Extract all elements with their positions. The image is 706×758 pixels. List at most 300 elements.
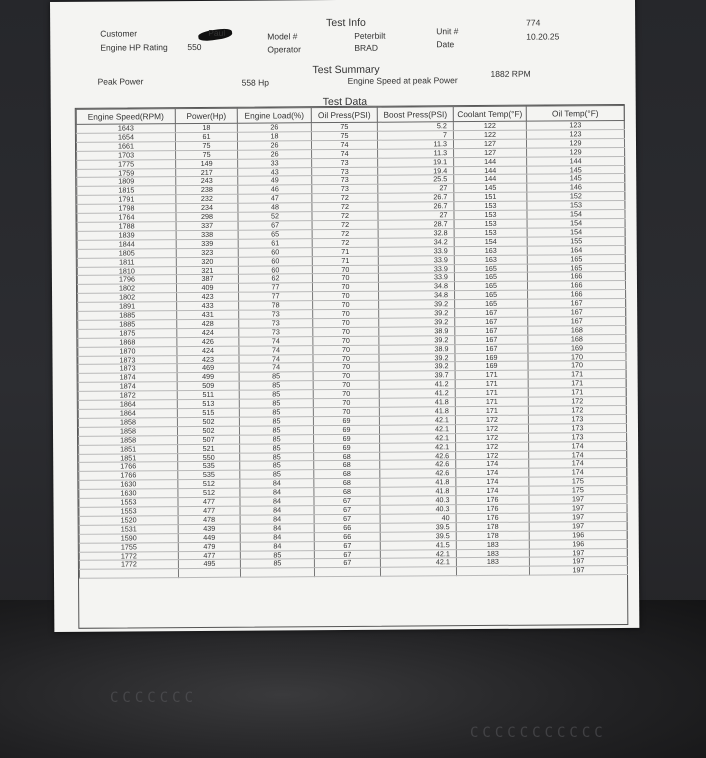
engine-speed-cell: 1868	[78, 337, 177, 347]
power-cell: 217	[176, 168, 238, 177]
boost-press-cell: 39.2	[379, 309, 455, 318]
oil-temp-cell: 129	[527, 147, 625, 157]
coolant-temp-cell: 172	[455, 415, 528, 424]
oil-temp-cell: 167	[528, 308, 626, 318]
engine-load-cell	[240, 568, 314, 577]
oil-temp-cell: 196	[529, 539, 627, 549]
oil-press-cell: 72	[312, 238, 378, 247]
power-cell: 423	[177, 292, 239, 301]
engine-load-cell: 52	[238, 212, 312, 221]
engine-speed-cell: 1858	[78, 426, 177, 436]
boost-press-cell: 27	[378, 211, 454, 220]
coolant-temp-cell: 153	[454, 201, 527, 210]
coolant-temp-cell: 171	[455, 406, 528, 415]
engine-load-cell: 85	[239, 408, 313, 417]
oil-temp-cell: 174	[529, 450, 627, 460]
engine-speed-cell: 1553	[79, 507, 178, 517]
power-cell: 426	[177, 337, 239, 346]
coolant-temp-cell: 178	[456, 531, 529, 540]
engine-load-cell: 84	[240, 532, 314, 541]
oil-press-cell: 66	[314, 523, 380, 532]
engine-load-cell: 74	[239, 336, 313, 345]
power-cell: 75	[176, 150, 238, 159]
oil-press-cell: 71	[312, 247, 378, 256]
power-cell: 433	[177, 301, 239, 310]
engine-load-cell: 60	[238, 265, 312, 274]
boost-press-cell: 32.8	[378, 229, 454, 238]
engine-speed-cell: 1858	[78, 418, 177, 428]
engine-speed-cell: 1643	[76, 124, 175, 134]
power-cell: 409	[176, 284, 238, 293]
oil-press-cell: 70	[313, 291, 379, 300]
col-engine-load: Engine Load(%)	[237, 108, 311, 124]
engine-speed-cell: 1590	[79, 533, 178, 543]
boost-press-cell: 41.8	[379, 398, 455, 407]
oil-press-cell: 72	[312, 211, 378, 220]
oil-temp-cell: 145	[527, 174, 625, 184]
engine-load-cell: 85	[240, 461, 314, 470]
engine-speed-cell: 1870	[78, 346, 177, 356]
engine-load-cell: 26	[237, 140, 311, 149]
customer-label: Customer	[100, 28, 138, 39]
boost-press-cell: 41.8	[380, 478, 456, 487]
coolant-temp-cell	[456, 566, 529, 575]
engine-load-cell: 67	[238, 221, 312, 230]
oil-temp-cell: 153	[527, 201, 625, 211]
engine-speed-value: 1882 RPM	[490, 68, 531, 79]
coolant-temp-cell: 172	[456, 451, 529, 460]
test-report-sheet	[50, 0, 639, 632]
test-info-heading: Test Info	[326, 16, 366, 30]
coolant-temp-cell: 176	[456, 495, 529, 504]
coolant-temp-cell: 127	[454, 148, 527, 157]
coolant-temp-cell: 122	[453, 130, 526, 139]
power-cell: 439	[178, 524, 240, 533]
engine-load-cell: 84	[240, 497, 314, 506]
coolant-temp-cell: 153	[454, 219, 527, 228]
oil-temp-cell: 168	[528, 325, 626, 335]
boost-press-cell: 42.1	[379, 416, 455, 425]
power-cell: 535	[178, 462, 240, 471]
power-cell: 477	[178, 497, 240, 506]
coolant-temp-cell: 145	[454, 184, 527, 193]
engine-load-cell: 78	[239, 301, 313, 310]
power-cell: 469	[177, 364, 239, 373]
boost-press-cell: 33.9	[378, 273, 454, 282]
operator-value: BRAD	[354, 42, 378, 53]
boost-press-cell: 33.9	[378, 264, 454, 273]
oil-press-cell: 70	[313, 336, 379, 345]
oil-temp-cell: 170	[528, 352, 626, 362]
power-cell: 232	[176, 194, 238, 203]
boost-press-cell: 41.2	[379, 380, 455, 389]
power-cell: 321	[176, 266, 238, 275]
oil-press-cell	[314, 568, 380, 577]
oil-press-cell: 70	[312, 283, 378, 292]
engine-speed-cell: 1875	[78, 328, 177, 338]
power-cell: 149	[176, 159, 238, 168]
coolant-temp-cell: 167	[455, 344, 528, 353]
power-cell: 502	[177, 426, 239, 435]
coolant-temp-cell: 165	[454, 264, 527, 273]
boost-press-cell: 27	[378, 184, 454, 193]
engine-speed-cell: 1796	[77, 275, 176, 285]
power-cell: 323	[176, 248, 238, 257]
table-body	[76, 120, 627, 578]
coolant-temp-cell: 122	[453, 121, 526, 130]
engine-speed-cell: 1703	[77, 150, 176, 160]
engine-speed-cell: 1874	[78, 373, 177, 383]
oil-temp-cell: 167	[528, 299, 626, 309]
oil-press-cell: 67	[314, 559, 380, 568]
oil-temp-cell: 166	[528, 290, 626, 300]
engine-load-cell: 18	[237, 132, 311, 141]
power-cell: 509	[177, 381, 239, 390]
power-cell: 512	[178, 479, 240, 488]
oil-press-cell: 73	[312, 176, 378, 185]
coolant-temp-cell: 165	[454, 281, 527, 290]
engine-speed-cell: 1766	[79, 462, 178, 472]
engine-speed-cell: 1873	[78, 355, 177, 365]
coolant-temp-cell: 169	[455, 362, 528, 371]
oil-temp-cell: 144	[527, 156, 625, 166]
oil-press-cell: 68	[314, 478, 380, 487]
coolant-temp-cell: 167	[455, 317, 528, 326]
test-data-heading: Test Data	[322, 95, 368, 109]
oil-press-cell: 68	[314, 487, 380, 496]
coolant-temp-cell: 165	[455, 299, 528, 308]
power-cell: 499	[177, 373, 239, 382]
coolant-temp-cell: 163	[454, 255, 527, 264]
oil-press-cell: 73	[312, 185, 378, 194]
coolant-temp-cell: 183	[456, 540, 529, 549]
oil-temp-cell: 197	[529, 566, 627, 576]
engine-load-cell: 85	[239, 390, 313, 399]
engine-speed-cell: 1885	[78, 320, 177, 330]
coolant-temp-cell: 127	[453, 139, 526, 148]
boost-press-cell: 40.3	[380, 505, 456, 514]
oil-temp-cell: 129	[526, 138, 624, 148]
oil-temp-cell: 171	[528, 379, 626, 389]
oil-temp-cell: 154	[527, 227, 625, 237]
engine-speed-cell: 1891	[78, 302, 177, 312]
engine-speed-cell: 1630	[79, 480, 178, 490]
coolant-temp-cell: 167	[455, 335, 528, 344]
engine-load-cell: 49	[238, 176, 312, 185]
power-cell: 339	[176, 239, 238, 248]
seat-embossing-left: CCCCCCC	[110, 690, 198, 706]
engine-load-cell: 73	[239, 328, 313, 337]
coolant-temp-cell: 151	[454, 192, 527, 201]
boost-press-cell: 19.1	[378, 157, 454, 166]
engine-speed-cell: 1810	[77, 266, 176, 276]
boost-press-cell: 39.2	[379, 318, 455, 327]
date-value: 10.20.25	[526, 31, 560, 42]
engine-load-cell: 85	[239, 399, 313, 408]
boost-press-cell: 40.3	[380, 496, 456, 505]
coolant-temp-cell: 183	[456, 549, 529, 558]
coolant-temp-cell: 174	[456, 486, 529, 495]
engine-speed-cell: 1553	[79, 498, 178, 508]
oil-temp-cell: 165	[527, 254, 625, 264]
power-cell: 338	[176, 230, 238, 239]
oil-temp-cell: 196	[529, 530, 627, 540]
oil-temp-cell: 169	[528, 343, 626, 353]
power-cell: 477	[178, 506, 240, 515]
coolant-temp-cell: 176	[456, 504, 529, 513]
engine-speed-cell: 1772	[79, 551, 178, 561]
col-engine-speed: Engine Speed(RPM)	[76, 109, 175, 125]
engine-load-cell: 26	[238, 149, 312, 158]
oil-press-cell: 70	[313, 372, 379, 381]
oil-temp-cell: 197	[529, 512, 627, 522]
oil-press-cell: 74	[311, 140, 377, 149]
engine-speed-cell: 1788	[77, 222, 176, 232]
oil-temp-cell: 173	[528, 423, 626, 433]
power-cell: 320	[176, 257, 238, 266]
engine-speed-cell: 1844	[77, 239, 176, 249]
oil-press-cell: 67	[314, 541, 380, 550]
oil-press-cell: 70	[313, 380, 379, 389]
engine-load-cell: 84	[240, 479, 314, 488]
operator-label: Operator	[267, 44, 301, 55]
power-cell: 234	[176, 203, 238, 212]
engine-load-cell: 26	[237, 123, 311, 132]
oil-press-cell: 74	[312, 149, 378, 158]
engine-load-cell: 74	[239, 345, 313, 354]
oil-temp-cell: 155	[527, 236, 625, 246]
boost-press-cell: 33.9	[378, 255, 454, 264]
test-summary-heading: Test Summary	[312, 63, 380, 77]
boost-press-cell: 42.1	[379, 424, 455, 433]
boost-press-cell: 42.1	[380, 442, 456, 451]
engine-speed-cell: 1661	[76, 141, 175, 151]
coolant-temp-cell: 169	[455, 353, 528, 362]
oil-temp-cell: 173	[529, 432, 627, 442]
oil-press-cell: 70	[313, 398, 379, 407]
power-cell: 550	[178, 453, 240, 462]
boost-press-cell: 41.2	[379, 389, 455, 398]
engine-speed-cell: 1775	[77, 159, 176, 169]
engine-load-cell: 85	[239, 372, 313, 381]
power-cell	[178, 568, 240, 577]
col-boost-press: Boost Press(PSI)	[377, 107, 453, 123]
boost-press-cell: 39.2	[379, 335, 455, 344]
coolant-temp-cell: 144	[454, 175, 527, 184]
engine-load-cell: 43	[238, 167, 312, 176]
oil-press-cell: 70	[313, 327, 379, 336]
engine-speed-cell: 1811	[77, 257, 176, 267]
boost-press-cell: 34.8	[379, 291, 455, 300]
engine-speed-cell: 1654	[76, 133, 175, 143]
oil-press-cell: 70	[313, 309, 379, 318]
power-cell: 337	[176, 221, 238, 230]
oil-temp-cell: 146	[527, 183, 625, 193]
engine-speed-cell: 1630	[79, 489, 178, 499]
power-cell: 75	[175, 141, 237, 150]
engine-speed-cell: 1791	[77, 195, 176, 205]
power-cell: 298	[176, 212, 238, 221]
power-cell: 502	[177, 417, 239, 426]
boost-press-cell: 34.2	[378, 237, 454, 246]
hp-rating-label: Engine HP Rating	[100, 42, 168, 53]
seat-embossing-right: CCCCCCCCCCC	[470, 725, 607, 741]
oil-temp-cell: 173	[528, 414, 626, 424]
oil-press-cell: 67	[314, 505, 380, 514]
coolant-temp-cell: 144	[454, 166, 527, 175]
coolant-temp-cell: 172	[456, 433, 529, 442]
power-cell: 61	[175, 132, 237, 141]
power-cell: 431	[177, 310, 239, 319]
boost-press-cell: 39.2	[379, 353, 455, 362]
engine-load-cell: 74	[239, 354, 313, 363]
boost-press-cell: 41.8	[379, 407, 455, 416]
oil-press-cell: 69	[314, 443, 380, 452]
engine-load-cell: 85	[240, 443, 314, 452]
engine-speed-cell: 1839	[77, 231, 176, 241]
coolant-temp-cell: 144	[454, 157, 527, 166]
power-cell: 424	[177, 346, 239, 355]
engine-speed-cell: 1885	[78, 311, 177, 321]
engine-speed-cell: 1766	[79, 471, 178, 481]
coolant-temp-cell: 167	[455, 308, 528, 317]
col-oil-press: Oil Press(PSI)	[311, 107, 377, 122]
boost-press-cell: 38.9	[379, 327, 455, 336]
oil-temp-cell: 145	[527, 165, 625, 175]
boost-press-cell: 33.9	[378, 246, 454, 255]
coolant-temp-cell: 165	[455, 290, 528, 299]
engine-speed-cell: 1874	[78, 382, 177, 392]
oil-temp-cell: 123	[526, 129, 624, 139]
engine-speed-cell: 1864	[78, 409, 177, 419]
boost-press-cell: 26.7	[378, 193, 454, 202]
engine-load-cell: 65	[238, 230, 312, 239]
engine-load-cell: 84	[240, 488, 314, 497]
engine-speed-cell: 1802	[77, 284, 176, 294]
oil-temp-cell: 164	[527, 245, 625, 255]
oil-temp-cell: 197	[529, 521, 627, 531]
power-cell: 18	[175, 123, 237, 132]
engine-load-cell: 84	[240, 515, 314, 524]
oil-press-cell: 68	[314, 470, 380, 479]
boost-press-cell: 7	[377, 131, 453, 140]
engine-speed-cell: 1815	[77, 186, 176, 196]
boost-press-cell: 11.3	[378, 148, 454, 157]
col-coolant-temp: Coolant Temp(°F)	[453, 106, 526, 122]
engine-load-cell: 84	[240, 541, 314, 550]
engine-speed-cell: 1805	[77, 248, 176, 258]
date-label: Date	[436, 39, 455, 50]
boost-press-cell: 19.4	[378, 166, 454, 175]
engine-speed-cell: 1798	[77, 204, 176, 214]
power-cell: 507	[178, 435, 240, 444]
engine-load-cell: 62	[238, 274, 312, 283]
coolant-temp-cell: 153	[454, 228, 527, 237]
boost-press-cell: 28.7	[378, 220, 454, 229]
oil-temp-cell: 168	[528, 334, 626, 344]
oil-press-cell: 70	[313, 318, 379, 327]
engine-speed-cell: 1531	[79, 524, 178, 534]
power-cell: 243	[176, 177, 238, 186]
engine-speed-cell: 1872	[78, 391, 177, 401]
engine-speed-cell: 1809	[77, 177, 176, 187]
boost-press-cell: 11.3	[377, 139, 453, 148]
engine-load-cell: 85	[239, 417, 313, 426]
engine-load-cell: 85	[240, 470, 314, 479]
coolant-temp-cell: 176	[456, 513, 529, 522]
oil-press-cell: 67	[314, 496, 380, 505]
oil-press-cell: 72	[312, 229, 378, 238]
boost-press-cell: 5.2	[377, 122, 453, 131]
oil-temp-cell: 154	[527, 210, 625, 220]
power-cell: 513	[177, 399, 239, 408]
coolant-temp-cell: 174	[456, 477, 529, 486]
oil-temp-cell: 123	[526, 120, 624, 130]
oil-temp-cell: 174	[529, 459, 627, 469]
engine-speed-cell: 1873	[78, 364, 177, 374]
oil-press-cell: 72	[312, 220, 378, 229]
power-cell: 511	[177, 390, 239, 399]
oil-temp-cell: 167	[528, 316, 626, 326]
boost-press-cell: 40	[380, 514, 456, 523]
boost-press-cell: 26.7	[378, 202, 454, 211]
boost-press-cell: 39.5	[380, 531, 456, 540]
power-cell: 423	[177, 355, 239, 364]
boost-press-cell: 41.5	[380, 540, 456, 549]
engine-speed-cell: 1520	[79, 515, 178, 525]
oil-temp-cell: 166	[527, 272, 625, 282]
oil-temp-cell: 152	[527, 192, 625, 202]
power-cell: 477	[178, 551, 240, 560]
test-data-table	[75, 104, 629, 629]
power-cell: 478	[178, 515, 240, 524]
coolant-temp-cell: 174	[456, 460, 529, 469]
unit-value: 774	[526, 17, 541, 28]
engine-speed-label: Engine Speed at peak Power	[347, 75, 458, 86]
boost-press-cell: 34.8	[378, 282, 454, 291]
oil-temp-cell: 172	[528, 405, 626, 415]
boost-press-cell: 42.6	[380, 469, 456, 478]
engine-load-cell: 61	[238, 238, 312, 247]
engine-load-cell: 60	[238, 247, 312, 256]
peak-power-value: 558 Hp	[241, 77, 270, 88]
engine-load-cell: 84	[240, 506, 314, 515]
power-cell: 479	[178, 542, 240, 551]
engine-load-cell: 85	[240, 550, 314, 559]
boost-press-cell: 25.5	[378, 175, 454, 184]
coolant-temp-cell: 153	[454, 210, 527, 219]
oil-temp-cell: 197	[529, 548, 627, 558]
oil-temp-cell: 166	[527, 281, 625, 291]
engine-speed-cell: 1772	[79, 560, 178, 570]
oil-press-cell: 70	[313, 389, 379, 398]
boost-press-cell: 42.1	[380, 549, 456, 558]
engine-speed-cell: 1851	[79, 444, 178, 454]
engine-load-cell: 46	[238, 185, 312, 194]
coolant-temp-cell: 165	[454, 273, 527, 282]
oil-press-cell: 69	[313, 416, 379, 425]
model-label: Model #	[267, 31, 298, 42]
boost-press-cell: 39.2	[379, 300, 455, 309]
col-power: Power(Hp)	[175, 108, 237, 123]
oil-press-cell: 70	[313, 363, 379, 372]
power-cell: 428	[177, 319, 239, 328]
oil-temp-cell: 175	[529, 486, 627, 496]
oil-press-cell: 72	[312, 202, 378, 211]
engine-load-cell: 85	[239, 381, 313, 390]
engine-load-cell: 48	[238, 203, 312, 212]
engine-load-cell: 73	[239, 310, 313, 319]
